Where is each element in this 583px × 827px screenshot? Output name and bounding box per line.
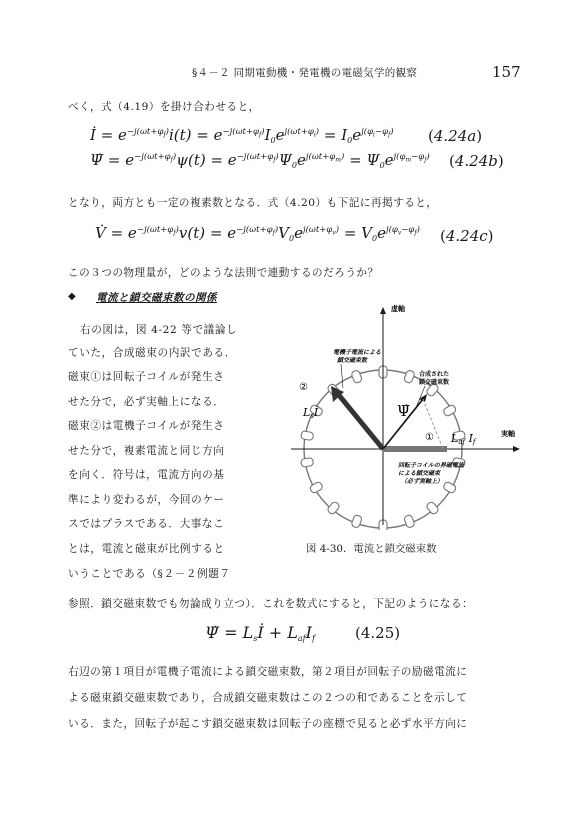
equation-4-25: Ψ̇ = Lsİ + LafIf	[205, 623, 315, 643]
armature-leader-line	[341, 364, 343, 388]
figure-flux-diagram	[283, 300, 523, 530]
real-axis-label: 実軸	[501, 430, 515, 438]
equation-4-24b: Ψ̇ = $e^{-j(\omega t+\varphi_f)}\psi(t) = e^{-j(\omega t+\varphi_f)}\Psi_0e^{j(\omega t+\varphi_m)} = \Psi_0e^{j(\varphi_m-\varphi_f)}$	[90, 151, 430, 170]
stator-slot	[351, 514, 363, 528]
equation-4-24c: V̇ = $e^{-j(\omega t+\varphi_f)}v(t) = e^{-j(\omega t+\varphi_f)}V_0e^{j(\omega t+\varphi_v)} = V_0e^{j(\varphi_v-\varphi_f)}$	[95, 224, 420, 243]
diamond-bullet-icon: ◆	[68, 291, 76, 302]
column-line: 磁束②は電機子コイルが発生さ	[68, 420, 225, 432]
stator-slot	[426, 501, 440, 515]
section-heading: 電流と鎖交磁束数の関係	[96, 292, 217, 304]
equation-number-4-25: (4.25)	[355, 624, 401, 642]
composite-flux-label: 鎖交磁束数	[419, 379, 450, 386]
column-line: せた分で，複素電流と同じ方向	[68, 445, 225, 457]
body-line-2: となり，両方とも一定の複素数となる．式（4.20）も下記に再掲すると，	[68, 197, 438, 209]
body-line-3: この３つの物理量が，どのような法則で連動するのだろうか？	[68, 267, 379, 279]
equation-number-4-24c: (4.24c)	[440, 227, 494, 245]
stator-slot	[351, 370, 363, 384]
marker-2: ②	[299, 382, 308, 393]
column-line: とは，電流と磁束が比例すると	[68, 543, 225, 555]
stator-slot	[301, 431, 314, 441]
running-head	[0, 64, 583, 82]
armature-flux-vector	[338, 394, 383, 449]
figure-caption: 図 4-30．電流と鎖交磁束数	[306, 543, 437, 555]
body-line-4: 参照．鎖交磁束数でも勿論成り立つ）．これを数式にすると，下記のようになる：	[68, 598, 474, 610]
imaginary-axis-arrow-icon	[380, 307, 386, 314]
rotor-flux-label: （必ず実軸上）	[401, 478, 444, 485]
rotor-flux-label: 回転子コイルの界磁電流	[398, 462, 464, 469]
section-title: §４－２ 同期電動機・発電機の電磁気学的観察	[192, 67, 418, 79]
column-line: いうことである（§２－２例題７	[68, 568, 231, 580]
armature-flux-label: 鎖交磁束数	[337, 357, 368, 364]
page-number: 157	[492, 63, 521, 81]
equation-number-4-24a: (4.24a)	[428, 127, 483, 145]
marker-1: ①	[425, 432, 434, 443]
body-line-6: よる磁束鎖交磁束数であり，合成鎖交磁束数はこの２つの和であることを示して	[68, 692, 468, 704]
column-line: ていた，合成磁束の内訳である．	[68, 347, 236, 359]
stator-slot	[404, 514, 416, 528]
column-line: を向く．符号は，電流方向の基	[68, 469, 225, 481]
equation-number-4-24b: (4.24b)	[449, 152, 504, 170]
body-line-5: 右辺の第１項目が電機子電流による鎖交磁束数，第２項目が回転子の励磁電流に	[68, 666, 468, 678]
column-line: 準により変わるが，今回のケー	[68, 494, 225, 506]
rotor-flux-label: による鎖交磁束	[398, 470, 441, 477]
column-line: スではプラスである．大事なこ	[68, 518, 225, 530]
stator-slot	[327, 501, 341, 515]
imag-axis-label: 虚軸	[391, 305, 405, 313]
column-line: 右の図は，図 4-22 等で議論し	[80, 324, 238, 336]
armature-flux-label: 電機子電流による	[333, 349, 382, 356]
column-line: せた分で，必ず実軸上になる．	[68, 396, 225, 408]
laf-if-label: Laf If	[451, 432, 476, 446]
body-line-1: べく，式（4.19）を掛け合わせると，	[68, 101, 260, 113]
column-line: 磁束①は回転子コイルが発生さ	[68, 371, 225, 383]
equation-4-24a: İ = $e^{-j(\omega t+\varphi_f)}i(t) = e^{-j(\omega t+\varphi_f)}I_0e^{j(\omega t+\varphi_i)} = I_0e^{j(\varphi_i-\varphi_f)}$	[90, 126, 394, 145]
ls-i-label: Lsİ	[303, 406, 319, 420]
real-axis-arrow-icon	[513, 446, 520, 452]
psi-label: Ψ̇	[397, 402, 411, 420]
stator-slot	[404, 370, 416, 384]
composite-flux-label: 合成された	[419, 371, 450, 378]
body-line-7: いる．また，回転子が起こす鎖交磁束数は回転子の座標で見ると必ず水平方向に	[68, 718, 468, 730]
stator-slot	[301, 457, 314, 467]
